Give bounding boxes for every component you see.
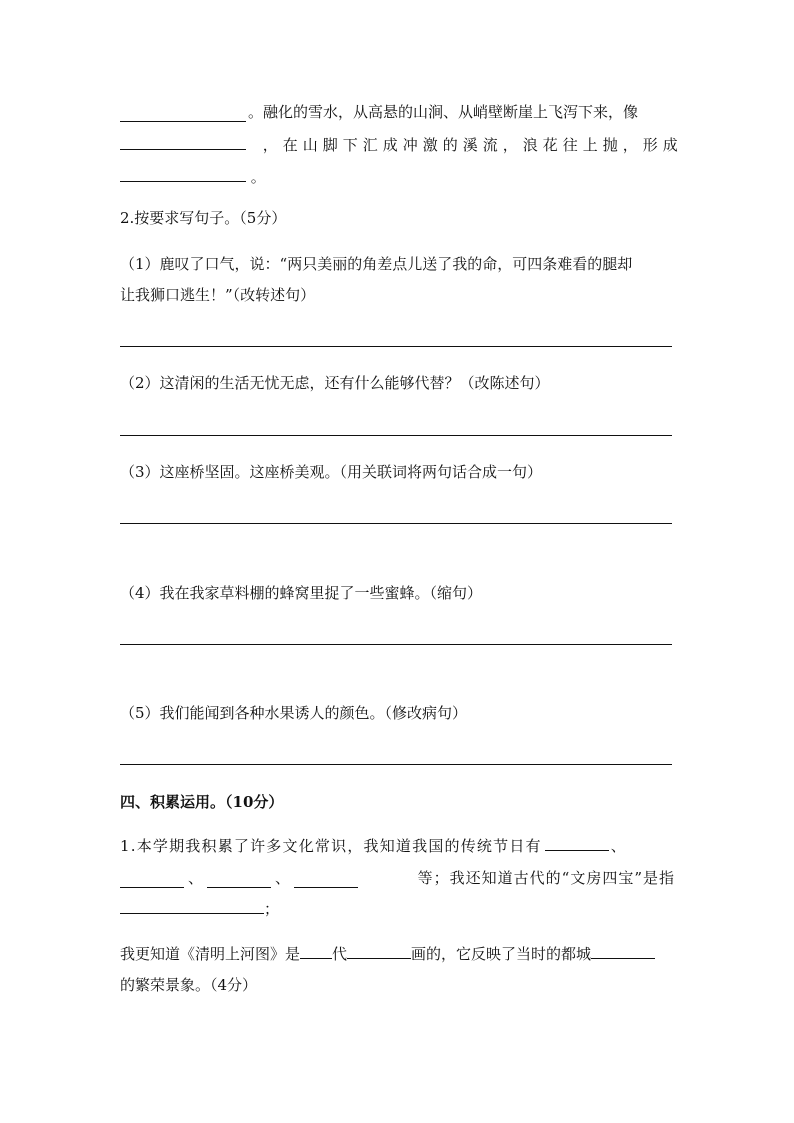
fill-text: 。 bbox=[250, 168, 266, 186]
section-4-title: 四、积累运用。（10分） bbox=[120, 793, 284, 811]
s4-q1-text: 我更知道《清明上河图》是 bbox=[120, 945, 301, 963]
festival-blank-1[interactable] bbox=[545, 836, 609, 851]
fill-paragraph-line-3 bbox=[120, 167, 675, 187]
s4-q1-line-3 bbox=[120, 899, 675, 919]
separator: 、 bbox=[188, 869, 204, 887]
s4-q1-line-5: 的繁荣景象。（4分） bbox=[120, 976, 258, 994]
s4-q1-text: 代 bbox=[332, 945, 348, 963]
fill-paragraph-line-2 bbox=[120, 135, 683, 155]
separator: ； bbox=[264, 900, 280, 918]
capital-city-blank[interactable] bbox=[591, 944, 655, 959]
dynasty-blank[interactable] bbox=[300, 944, 332, 959]
s4-q1-line-4 bbox=[120, 944, 675, 964]
q2-item-1-line-1: （1）鹿叹了口气，说：“两只美丽的角差点儿送了我的命，可四条难看的腿却 bbox=[120, 255, 633, 273]
fill-text: ，在山脚下汇成冲激的溪流，浪花往上抛，形成 bbox=[262, 136, 683, 154]
q2-item-4: （4）我在我家草料棚的蜂窝里捉了一些蜜蜂。（缩句） bbox=[120, 584, 483, 602]
separator: 、 bbox=[275, 869, 291, 887]
separator: 、 bbox=[610, 837, 626, 855]
q2-item-2: （2）这清闲的生活无忧无虑，还有什么能够代替？（改陈述句） bbox=[120, 374, 550, 392]
q2-title: 2.按要求写句子。（5分） bbox=[120, 209, 287, 227]
fill-text: 。融化的雪水，从高悬的山涧、从峭壁断崖上飞泻下来，像 bbox=[248, 103, 639, 121]
painter-blank[interactable] bbox=[347, 944, 411, 959]
festival-blank-3[interactable] bbox=[207, 873, 271, 888]
answer-line-1[interactable] bbox=[120, 346, 672, 347]
festival-blanks-group bbox=[120, 868, 358, 888]
q2-item-3: （3）这座桥坚固。这座桥美观。（用关联词将两句话合成一句） bbox=[120, 463, 543, 481]
s4-q1-text: 画的，它反映了当时的都城 bbox=[411, 945, 592, 963]
answer-line-3[interactable] bbox=[120, 523, 672, 524]
four-treasures-blank[interactable] bbox=[120, 899, 264, 914]
s4-q1-text: 1.本学期我积累了许多文化常识，我知道我国的传统节日有 bbox=[120, 837, 542, 855]
s4-q1-line-2 bbox=[120, 868, 675, 888]
festival-blank-2[interactable] bbox=[120, 873, 184, 888]
q2-item-5: （5）我们能闻到各种水果诱人的颜色。（修改病句） bbox=[120, 704, 468, 722]
answer-line-4[interactable] bbox=[120, 644, 672, 645]
answer-line-5[interactable] bbox=[120, 764, 672, 765]
s4-q1-text: 等；我还知道古代的“文房四宝”是指 bbox=[417, 869, 675, 887]
festival-blank-4[interactable] bbox=[294, 873, 358, 888]
s4-q1-line-1 bbox=[120, 836, 675, 856]
fill-blank[interactable] bbox=[120, 135, 246, 150]
fill-blank[interactable] bbox=[120, 107, 246, 122]
fill-blank[interactable] bbox=[120, 167, 246, 182]
q2-item-1-line-2: 让我狮口逃生！”（改转述句） bbox=[120, 286, 316, 304]
answer-line-2[interactable] bbox=[120, 435, 672, 436]
fill-paragraph-line-1 bbox=[120, 102, 675, 122]
